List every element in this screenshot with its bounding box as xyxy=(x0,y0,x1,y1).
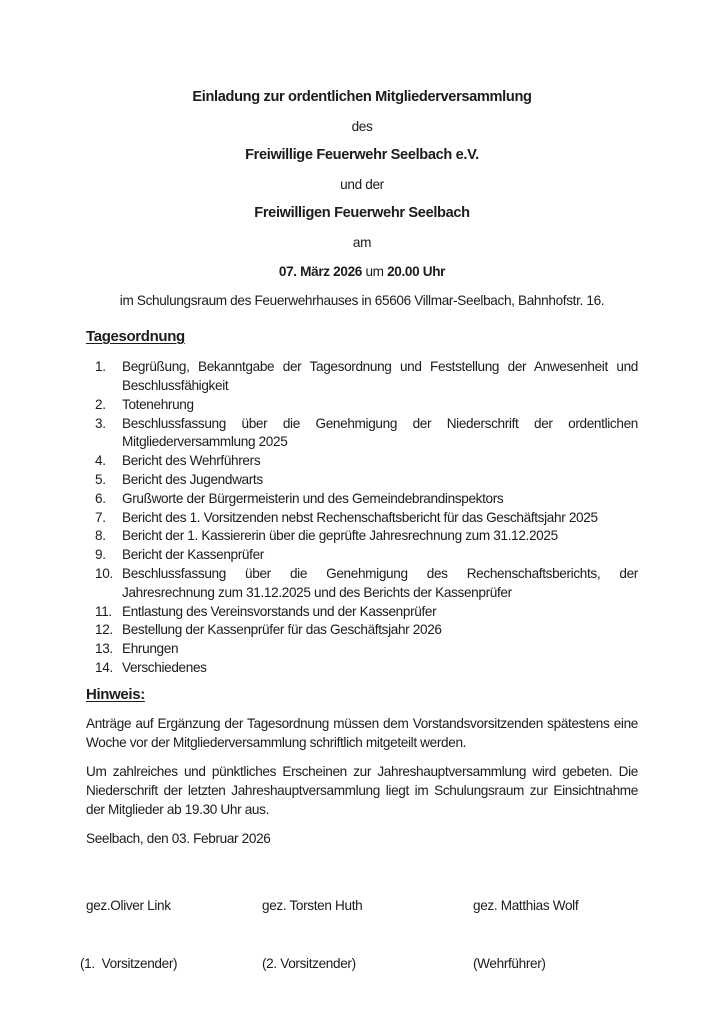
agenda-item-text: Verschiedenes xyxy=(122,659,207,675)
agenda-item-text: Bericht der Kassenprüfer xyxy=(122,547,264,563)
header-connector-und-der: und der xyxy=(340,177,384,192)
agenda-heading: Tagesordnung xyxy=(86,328,185,346)
agenda-item-number: 2. xyxy=(95,396,106,412)
agenda-item xyxy=(86,640,638,659)
agenda-item-text: Bericht des Jugendwarts xyxy=(122,471,263,487)
agenda-item-text: Entlastung des Vereinsvorstands und der Kassenprüfer xyxy=(122,603,437,619)
header-connector-am: am xyxy=(352,235,372,250)
agenda-item-text: Grußworte der Bürgermeisterin und des Gemeindebrandinspektors xyxy=(122,490,504,506)
agenda-item-text: Beschlussfassung über die Genehmigung der Niederschrift der ordentlichen Mitgliederversammlung 2025 xyxy=(122,415,638,450)
notice-heading: Hinweis: xyxy=(86,685,145,703)
agenda-item-number: 8. xyxy=(95,528,106,544)
agenda-item-text: Bericht der 1. Kassiererin über die geprüfte Jahresrechnung zum 31.12.2025 xyxy=(122,528,558,544)
notice-paragraph-1: Anträge auf Ergänzung der Tagesordnung müssen dem Vorstandsvorsitzenden spätestens eine Woche vor der Mitgliederversammlung schriftlich mitgeteilt werden. xyxy=(86,715,638,750)
document-header xyxy=(86,88,638,310)
agenda-item-text: Totenehrung xyxy=(122,396,194,412)
signature-name: gez.Oliver Link xyxy=(86,898,171,914)
signature-name: gez. Matthias Wolf xyxy=(473,898,579,914)
agenda-item xyxy=(86,659,638,678)
agenda-item-number: 1. xyxy=(95,359,106,375)
agenda-item xyxy=(86,490,638,509)
notice-paragraph-2: Um zahlreiches und pünktliches Erscheinen zur Jahreshauptversammlung wird gebeten. Die Niederschrift der letzten Jahreshauptversammlung liegt im Schulungsraum zur Einsichtnahme der Mitglieder ab 19.30 Uhr aus. xyxy=(86,763,638,818)
agenda-item-number: 7. xyxy=(95,509,106,525)
agenda-item-number: 4. xyxy=(95,453,106,469)
agenda-item-text: Beschlussfassung über die Genehmigung des Rechenschaftsberichts, der Jahresrechnung zum 31.12.2025 und des Berichts der Kassenprüfer xyxy=(122,565,638,600)
signature-role: (2. Vorsitzender) xyxy=(262,955,356,971)
agenda-item-text: Begrüßung, Bekanntgabe der Tagesordnung und Feststellung der Anwesenheit und Beschlussfähigkeit xyxy=(122,359,638,393)
organization-name-2: Freiwilligen Feuerwehr Seelbach xyxy=(254,205,470,221)
agenda-item xyxy=(86,415,638,453)
agenda-item-text: Bericht des Wehrführers xyxy=(122,453,261,469)
agenda-item xyxy=(86,358,638,396)
datetime-connector: um xyxy=(365,264,384,279)
agenda-item xyxy=(86,565,638,603)
agenda-item xyxy=(86,603,638,622)
agenda-item xyxy=(86,527,638,546)
agenda-item-number: 5. xyxy=(95,471,106,487)
signature-block xyxy=(80,858,638,971)
agenda-item-text: Ehrungen xyxy=(122,641,179,657)
meeting-time: 20.00 Uhr xyxy=(387,264,446,279)
signature-fire-chief xyxy=(473,858,578,1012)
agenda-item-number: 11. xyxy=(95,603,112,619)
document-content xyxy=(80,88,638,971)
agenda-item xyxy=(86,396,638,415)
meeting-datetime xyxy=(86,262,638,281)
agenda-item xyxy=(86,452,638,471)
agenda-item-text: Bestellung der Kassenprüfer für das Geschäftsjahr 2026 xyxy=(122,622,442,638)
place-and-date: Seelbach, den 03. Februar 2026 xyxy=(86,830,271,846)
meeting-date: 07. März 2026 xyxy=(278,264,362,279)
agenda-item xyxy=(86,621,638,640)
agenda-item xyxy=(86,471,638,490)
agenda-item xyxy=(86,509,638,528)
signature-role: (1. Vorsitzender) xyxy=(80,955,178,971)
agenda-item-number: 12. xyxy=(95,622,113,638)
agenda-item-number: 14. xyxy=(95,659,113,675)
agenda-item-number: 13. xyxy=(95,641,113,657)
organization-name-1: Freiwillige Feuerwehr Seelbach e.V. xyxy=(245,147,479,163)
document-title: Einladung zur ordentlichen Mitgliederversammlung xyxy=(192,89,532,105)
signature-role: (Wehrführer) xyxy=(473,955,546,971)
agenda-item xyxy=(86,546,638,565)
signature-second-chairman xyxy=(262,858,362,1012)
signature-name: gez. Torsten Huth xyxy=(262,898,363,914)
agenda-item-number: 6. xyxy=(95,490,106,506)
agenda-item-number: 9. xyxy=(95,547,106,563)
agenda-item-number: 10. xyxy=(95,565,113,581)
agenda-item-text: Bericht des 1. Vorsitzenden nebst Rechenschaftsbericht für das Geschäftsjahr 2025 xyxy=(122,509,598,525)
agenda-list xyxy=(86,358,638,678)
signature-first-chairman xyxy=(80,858,178,1012)
meeting-location: im Schulungsraum des Feuerwehrhauses in 65606 Villmar-Seelbach, Bahnhofstr. 16. xyxy=(119,293,605,308)
header-connector-des: des xyxy=(351,119,373,134)
agenda-item-number: 3. xyxy=(95,415,106,431)
